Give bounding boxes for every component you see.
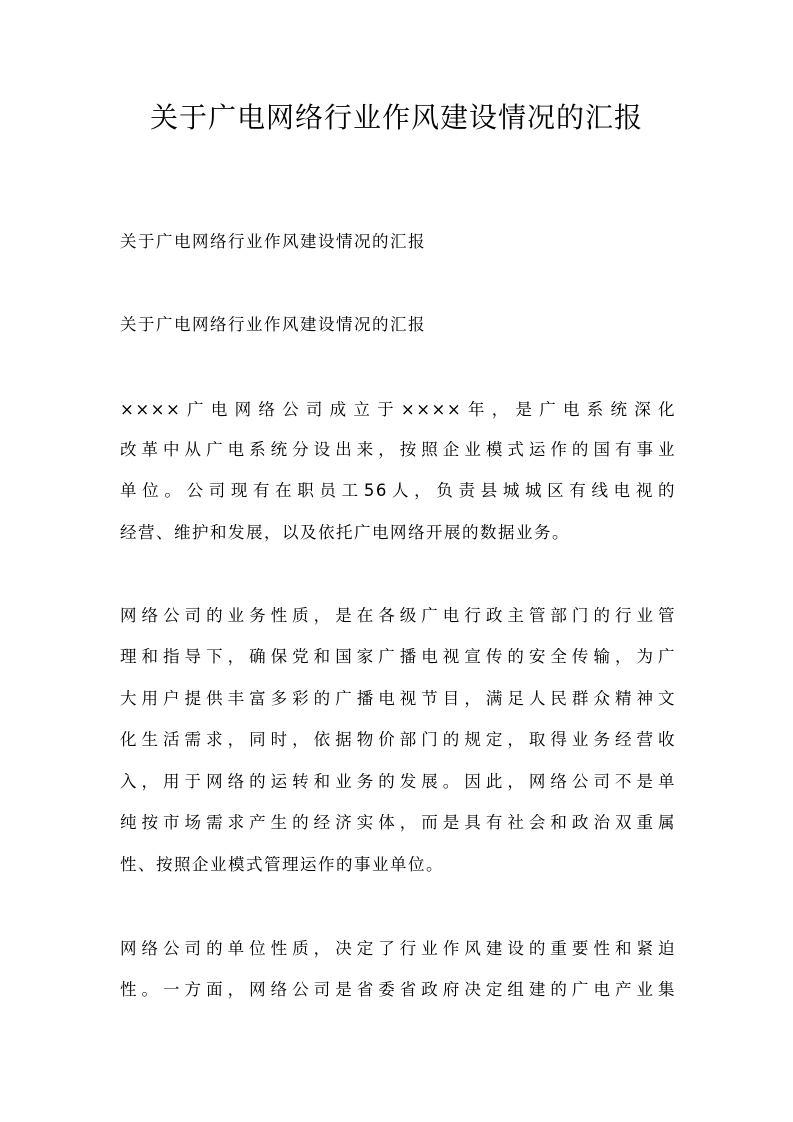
paragraph-line: 入，用于网络的运转和业务的发展。因此，网络公司不是单 [120, 772, 676, 791]
paragraph-line: 改革中从广电系统分设出来，按照企业模式运作的国有事业 [120, 440, 676, 459]
paragraph-line: 经营、维护和发展，以及依托广电网络开展的数据业务。 [120, 523, 570, 542]
paragraph-line: 网络公司的业务性质，是在各级广电行政主管部门的行业管 [120, 606, 676, 625]
paragraph-line: 单位。公司现有在职员工56人，负责县城城区有线电视的 [120, 481, 676, 500]
paragraph-line: 大用户提供丰富多彩的广播电视节目，满足人民群众精神文 [120, 689, 676, 708]
paragraph-line: 纯按市场需求产生的经济实体，而是具有社会和政治双重属 [120, 813, 676, 832]
paragraph-line: 网络公司的单位性质，决定了行业作风建设的重要性和紧迫 [120, 939, 676, 958]
subtitle-line-1: 关于广电网络行业作风建设情况的汇报 [120, 232, 426, 251]
paragraph-line: ××××广电网络公司成立于××××年，是广电系统深化 [120, 400, 676, 419]
paragraph-line: 性、按照企业模式管理运作的事业单位。 [120, 855, 444, 874]
subtitle-line-2: 关于广电网络行业作风建设情况的汇报 [120, 315, 426, 334]
paragraph-line: 性。一方面，网络公司是省委省政府决定组建的广电产业集 [120, 980, 676, 999]
document-title: 关于广电网络行业作风建设情况的汇报 [149, 101, 643, 134]
paragraph-line: 化生活需求，同时，依据物价部门的规定，取得业务经营收 [120, 730, 676, 749]
paragraph-line: 理和指导下，确保党和国家广播电视宣传的安全传输，为广 [120, 647, 676, 666]
